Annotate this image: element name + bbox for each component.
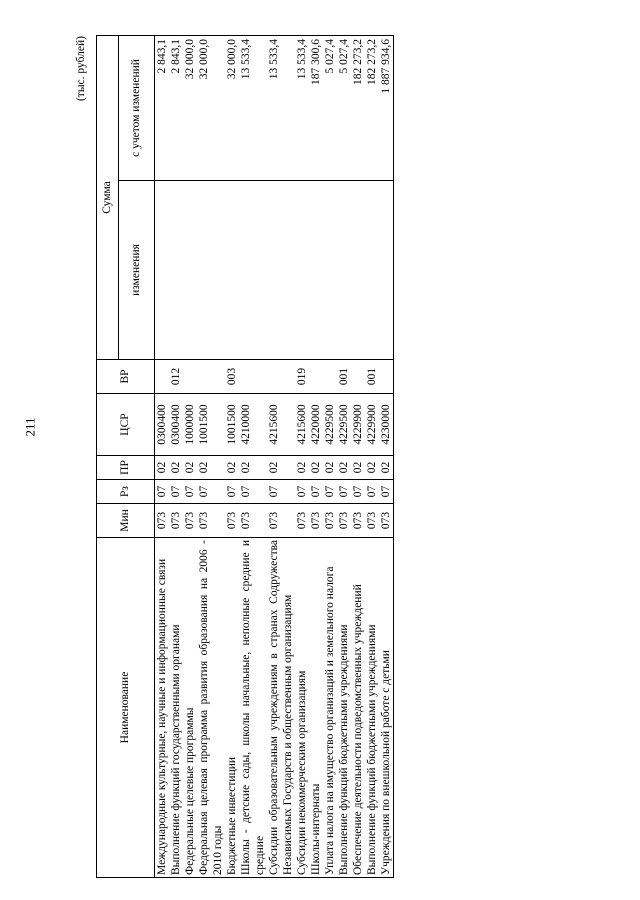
header-pr: ПР xyxy=(97,456,155,480)
row-rz: 07 xyxy=(225,480,239,504)
row-changes xyxy=(309,181,323,360)
row-changes xyxy=(169,181,183,360)
row-rz: 07 xyxy=(351,480,365,504)
row-name: Бюджетные инвестиции xyxy=(225,538,239,878)
row-rz: 07 xyxy=(155,480,170,504)
row-pr: 02 xyxy=(267,456,295,480)
row-min: 073 xyxy=(351,504,365,538)
row-csr: 4229900 xyxy=(351,394,365,456)
header-changes: изменения xyxy=(119,181,155,360)
row-name: Международные культурные, научные и информационные связи xyxy=(155,538,170,878)
row-min: 073 xyxy=(169,504,183,538)
row-changes xyxy=(267,181,295,360)
row-changes xyxy=(351,181,365,360)
row-total: 13 533,4 xyxy=(295,35,309,180)
row-csr: 1001500 xyxy=(197,394,225,456)
row-pr: 02 xyxy=(155,456,170,480)
row-rz: 07 xyxy=(197,480,225,504)
row-min: 073 xyxy=(323,504,337,538)
row-total: 32 000,0 xyxy=(225,35,239,180)
header-min: Мин xyxy=(97,504,155,538)
row-vr: 003 xyxy=(225,360,239,394)
row-csr: 4215600 xyxy=(267,394,295,456)
row-csr: 0300400 xyxy=(155,394,170,456)
table-row xyxy=(183,35,197,877)
row-total: 2 843,1 xyxy=(169,35,183,180)
row-csr: 4229500 xyxy=(323,394,337,456)
table-header xyxy=(97,35,155,877)
row-changes xyxy=(379,181,394,360)
row-vr xyxy=(155,360,170,394)
row-vr xyxy=(351,360,365,394)
row-vr xyxy=(197,360,225,394)
row-min: 073 xyxy=(379,504,394,538)
row-pr: 02 xyxy=(337,456,351,480)
row-total: 13 533,4 xyxy=(267,35,295,180)
table-row xyxy=(267,35,295,877)
row-vr xyxy=(379,360,394,394)
row-min: 073 xyxy=(295,504,309,538)
row-changes xyxy=(337,181,351,360)
row-pr: 02 xyxy=(379,456,394,480)
row-total: 2 843,1 xyxy=(155,35,170,180)
row-changes xyxy=(225,181,239,360)
row-changes xyxy=(323,181,337,360)
row-rz: 07 xyxy=(267,480,295,504)
row-vr: 001 xyxy=(365,360,379,394)
table-row xyxy=(155,35,170,877)
row-vr xyxy=(309,360,323,394)
row-changes xyxy=(365,181,379,360)
row-pr: 02 xyxy=(323,456,337,480)
table-row xyxy=(295,35,309,877)
header-rz: Рз xyxy=(97,480,155,504)
row-pr: 02 xyxy=(351,456,365,480)
row-pr: 02 xyxy=(183,456,197,480)
row-vr xyxy=(323,360,337,394)
row-total: 182 273,2 xyxy=(351,35,365,180)
row-rz: 07 xyxy=(365,480,379,504)
row-vr xyxy=(239,360,267,394)
row-rz: 07 xyxy=(309,480,323,504)
row-total: 32 000,0 xyxy=(183,35,197,180)
row-csr: 1001500 xyxy=(225,394,239,456)
row-pr: 02 xyxy=(197,456,225,480)
row-vr: 001 xyxy=(337,360,351,394)
row-name: Субсидии некоммерческим организациям xyxy=(295,538,309,878)
row-rz: 07 xyxy=(379,480,394,504)
row-total: 1 887 934,6 xyxy=(379,35,394,180)
row-vr xyxy=(183,360,197,394)
table-row xyxy=(351,35,365,877)
rotated-table-area xyxy=(69,36,593,878)
row-rz: 07 xyxy=(337,480,351,504)
row-pr: 02 xyxy=(295,456,309,480)
row-name: Выполнение функций бюджетными учреждениями xyxy=(337,538,351,878)
row-name: Уплата налога на имущество организаций и земельного налога xyxy=(323,538,337,878)
row-csr: 4210000 xyxy=(239,394,267,456)
row-min: 073 xyxy=(337,504,351,538)
row-min: 073 xyxy=(197,504,225,538)
table-row xyxy=(309,35,323,877)
table-row xyxy=(323,35,337,877)
row-csr: 4229500 xyxy=(337,394,351,456)
table-row xyxy=(337,35,351,877)
row-min: 073 xyxy=(225,504,239,538)
table-row xyxy=(365,35,379,877)
row-csr: 1000000 xyxy=(183,394,197,456)
row-pr: 02 xyxy=(225,456,239,480)
row-name: Выполнение функций государственными органами xyxy=(169,538,183,878)
row-csr: 4220000 xyxy=(309,394,323,456)
row-total: 187 300,6 xyxy=(309,35,323,180)
row-name: Обеспечение деятельности подведомственных учреждений xyxy=(351,538,365,878)
row-csr: 4229900 xyxy=(365,394,379,456)
row-vr: 019 xyxy=(295,360,309,394)
row-rz: 07 xyxy=(239,480,267,504)
row-total: 182 273,2 xyxy=(365,35,379,180)
row-changes xyxy=(295,181,309,360)
header-vr: ВР xyxy=(97,360,155,394)
row-csr: 0300400 xyxy=(169,394,183,456)
table-row xyxy=(169,35,183,877)
row-name: Федеральные целевые программы xyxy=(183,538,197,878)
row-rz: 07 xyxy=(169,480,183,504)
header-with-changes: с учетом изменений xyxy=(119,35,155,180)
table-row xyxy=(225,35,239,877)
budget-table xyxy=(96,35,394,878)
row-min: 073 xyxy=(267,504,295,538)
table-row xyxy=(379,35,394,877)
row-min: 073 xyxy=(309,504,323,538)
row-vr: 012 xyxy=(169,360,183,394)
row-total: 5 027,4 xyxy=(323,35,337,180)
row-min: 073 xyxy=(155,504,170,538)
header-sum: Сумма xyxy=(97,35,119,359)
row-rz: 07 xyxy=(323,480,337,504)
row-min: 073 xyxy=(183,504,197,538)
row-total: 5 027,4 xyxy=(337,35,351,180)
row-changes xyxy=(197,181,225,360)
row-pr: 02 xyxy=(239,456,267,480)
row-name: Школы-интернаты xyxy=(309,538,323,878)
row-min: 073 xyxy=(365,504,379,538)
row-pr: 02 xyxy=(169,456,183,480)
row-name: Учреждения по внешкольной работе с детьми xyxy=(379,538,394,878)
row-vr xyxy=(267,360,295,394)
row-name: Федеральная целевая программа развития образования на 2006 - 2010 годы xyxy=(197,538,225,878)
row-pr: 02 xyxy=(365,456,379,480)
row-rz: 07 xyxy=(183,480,197,504)
row-changes xyxy=(183,181,197,360)
header-name: Наименование xyxy=(97,538,155,878)
row-name: Выполнение функций бюджетными учреждениями xyxy=(365,538,379,878)
units-label: (тыс. рублей) xyxy=(75,36,87,102)
page-number: 211 xyxy=(23,417,38,437)
row-min: 073 xyxy=(239,504,267,538)
table-row xyxy=(197,35,225,877)
row-total: 32 000,0 xyxy=(197,35,225,180)
row-name: Субсидии образовательным учреждениям в странах Содружества Независимых Государств и общественным организациям xyxy=(267,538,295,878)
row-csr: 4215600 xyxy=(295,394,309,456)
row-name: Школы - детские сады, школы начальные, неполные средние и средние xyxy=(239,538,267,878)
row-csr: 4230000 xyxy=(379,394,394,456)
row-pr: 02 xyxy=(309,456,323,480)
row-changes xyxy=(155,181,170,360)
header-csr: ЦСР xyxy=(97,394,155,456)
table-row xyxy=(239,35,267,877)
row-total: 13 533,4 xyxy=(239,35,267,180)
row-changes xyxy=(239,181,267,360)
row-rz: 07 xyxy=(295,480,309,504)
